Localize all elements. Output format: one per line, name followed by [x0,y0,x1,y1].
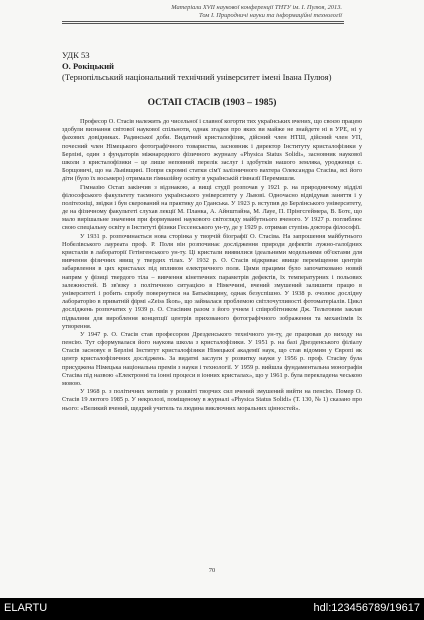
running-header-volume: Том I. Природничі науки та інформаційні технології [199,12,342,19]
body-paragraph: У 1931 р. розпочинається нова сторінка у творчій біографії О. Стасіва. На запрошення майбутнього Нобелівського лауреата проф. Р. Поля він розпочинає дослідження природи дефектів лужно-галоїдних кристалів в лабораторії Гетінгенського ун-ту. Ці кристали виявилися ідеальними модельними об'єктами для вивчення фізичних явищ у твердих тілах. У 1932 р. О. Стасів відкриває явище переміщення центрів забарвлення в цих кристалах під впливом електричного поля. Цими працями було започатковано новий напрям у фізиці твердого тіла – вивчення кінетичних параметрів дефектів, їх температурних і польових залежностей. В зв'язку з політичною ситуацією в Німеччині, вчений змушений залишити працю в університеті і робить спробу повернутися на Батьківщину, однак безуспішно. У 1938 р. очолює дослідну лабораторію в приватній фірмі «Zeiss Ikon», що займалася проблемою світлочутливості фотоматеріалів. Цикл досліджень розпочатих у 1939 р. О. Стасівим разом з його учнем і співробітником Дж. Тельтовим заклав підвалини для вироблення концепції центрів прихованого фотографічного зображення та механізмів їх утворення. [62,232,362,330]
author-affiliation: (Тернопільський національний технічний університет імені Івана Пулюя) [62,72,332,82]
body-paragraph: Професор О. Стасів належить до чисельної і славної когорти тих українських вчених, що своєю працею здобули визнання світової наукової спільноти, однак згадки про яких ви майже не знайдете ні в УРЕ, ні у фахових довідниках. Радянської доби. Видатний кристалофізик, дійсний член НТШ, дійсний член УП, почесний член Німецького фотографічного товариства, засновник і директор Інституту кристалофізики у Берліні, один з фундаторів міжнародного фізичного журналу «Physica Status Solidi», засновник наукової школи з кристалофізики – це лише неповний перелік заслуг і здобутків нашого земляка, уродженця с. Борщовичі, що на Львівщині. Попри скромні статки сім'ї залізничного вахтера Олександра Стасіва, всі його діти (було їх восьмеро) отримали гімназійну освіту в українській гімназії Перемишля. [62,118,362,183]
author-name: О. Рокіцький [62,61,115,71]
article-body [62,118,362,413]
page-number: 70 [208,567,216,574]
repository-footer-bar [0,598,424,620]
header-rule-top [62,21,344,22]
repository-name: ELARTU [4,602,48,614]
body-paragraph: У 1947 р. О. Стасів став професором Дрезденського технічного ун-ту, де працював до виходу на пенсію. Тут сформувалася його наукова школа з кристалофізики. У 1951 р. на базі Дрезденського філіалу Стасів засновує в Берліні Інститут кристалофізики Німецької академії наук, що став відомим у Європі як центр кристалофізичних досліджень. За видатні заслуги у розвитку науки у 1956 р. проф. Стасіву була присуджена Німецька національна премія з науки і технології. У 1959 р. вийшла фундаментальна монографія Стасіва під назвою «Електронні та іонні процеси в іонних кристалах», що у 1961 р. була перекладена чеською мовою. [62,330,362,387]
running-header-conference: Матеріали XVII наукової конференції ТНТУ ім. І. Пулюя, 2013. [171,4,342,11]
body-paragraph: У 1968 р. з політичних мотивів у розквіті творчих сил вчений змушений вийти на пенсію. Помер О. Стасів 19 лютого 1985 р. У некролозі, поміщеному в журналі «Physica Status Solidi» (Т. 130, № 1) сказано про нього: «Великий вчений, щедрий учитель та людина виключних моральних цінностей». [62,388,362,412]
body-paragraph: Гімназію Остап закінчив з відзнакою, а вищі студії розпочав у 1921 р. на природничому відділі філософського факультету таємного українського університету у Львові. Одночасно відвідував заняття і у політехніці, звідки і був скерований на практику до Гданська. У 1923 р. вступив до Берлінського університету, де на фізичному факультеті слухав лекції М. Планка, А. Айнштайна, М. Лауе, П. Прінгсгеймера, В. Ботє, що мало вирішальне значення при формуванні наукового світогляду майбутнього вченого. У 1927 р. поглиблює свою спеціальну освіту в Інституті фізики Гессенського ун-ту, де у 1929 р. отримав ступінь доктора філософії. [62,183,362,232]
handle-identifier: hdl:123456789/19617 [313,602,420,614]
header-rule-bottom [62,23,344,24]
article-title: ОСТАП СТАСІВ (1903 – 1985) [147,98,277,108]
udk-code: УДК 53 [62,50,90,60]
